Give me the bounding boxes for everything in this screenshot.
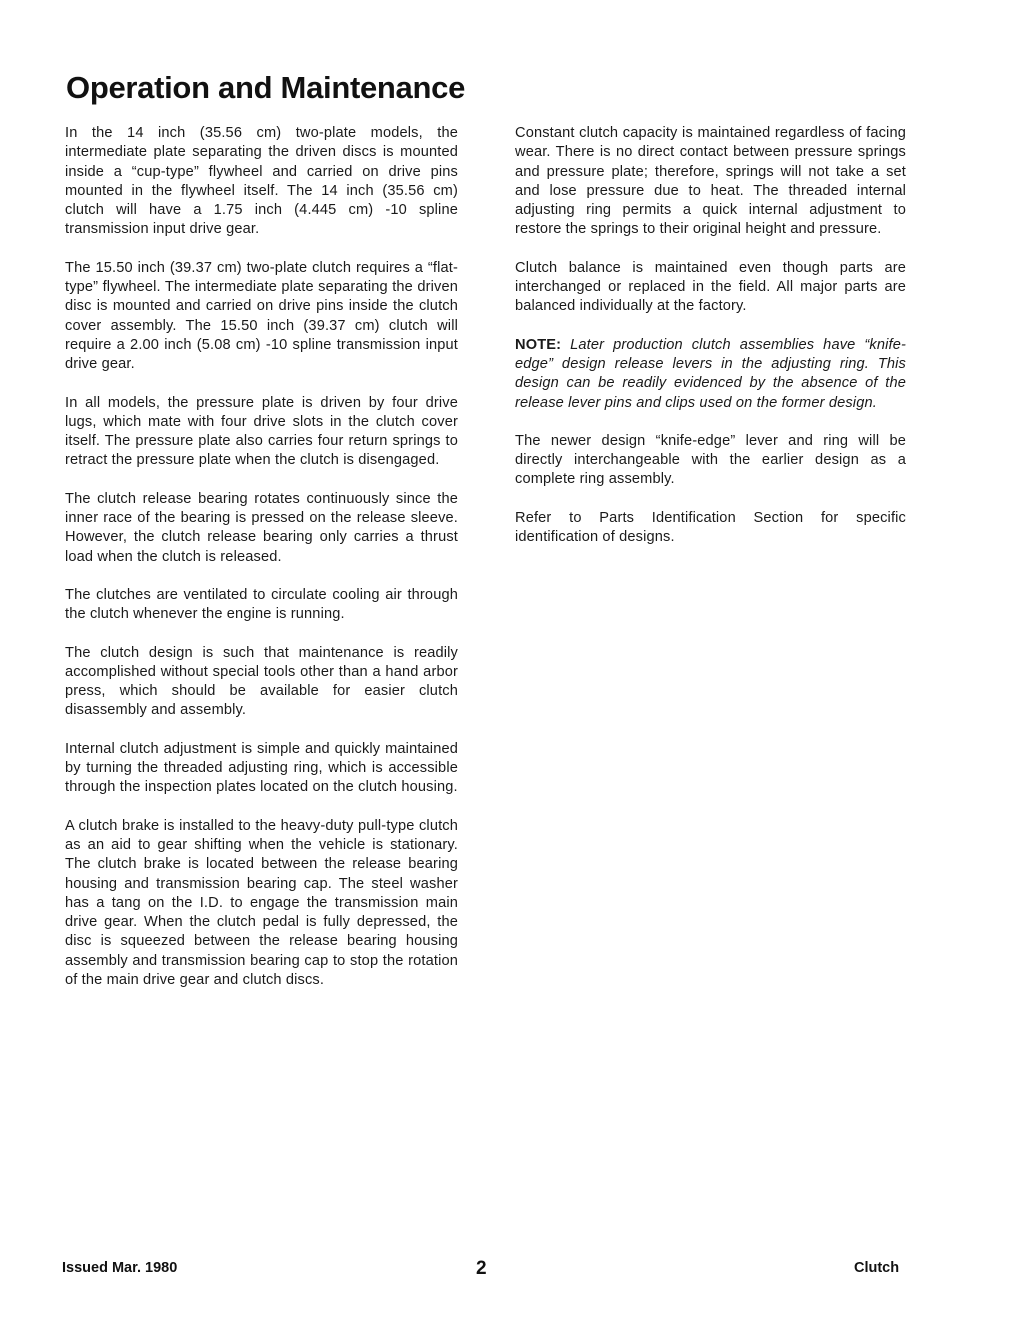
- footer-page-number: 2: [476, 1258, 487, 1279]
- paragraph-clutch-balance: Clutch balance is maintained even though parts are interchanged or replaced in the field. All major parts are balanced individually at the factory.: [515, 259, 906, 315]
- left-column: [65, 124, 458, 1009]
- paragraph-ventilation: The clutches are ventilated to circulate cooling air through the clutch whenever the engine is running.: [65, 586, 458, 623]
- footer-section-name: Clutch: [854, 1260, 900, 1276]
- footer-issued-date: Issued Mar. 1980: [62, 1260, 178, 1276]
- right-column: [515, 124, 906, 566]
- paragraph-knife-edge-interchange: The newer design “knife-edge” lever and ring will be directly interchangeable with the earlier design as a complete ring assembly.: [515, 432, 906, 488]
- page-title: Operation and Maintenance: [66, 70, 466, 105]
- paragraph-internal-adjustment: Internal clutch adjustment is simple and quickly maintained by turning the threaded adjusting ring, which is accessible through the inspection plates located on the clutch housing.: [65, 740, 458, 796]
- paragraph-two-plate-15-inch: The 15.50 inch (39.37 cm) two-plate clutch requires a “flat-type” flywheel. The intermediate plate separating the driven disc is mounted and carried on drive pins inside the clutch cover assembly. The 15.50 inch (39.37 cm) clutch will require a 2.00 inch (5.08 cm) -10 spline transmission input drive gear.: [65, 259, 458, 373]
- paragraph-two-plate-14-inch: In the 14 inch (35.56 cm) two-plate models, the intermediate plate separating the driven discs is mounted inside a “cup-type” flywheel and carried on drive pins mounted in the flywheel itself. The 14 inch (35.56 cm) clutch will have a 1.75 inch (4.445 cm) -10 spline transmission input drive gear.: [65, 125, 458, 238]
- paragraph-constant-capacity: Constant clutch capacity is maintained regardless of facing wear. There is no direct contact between pressure springs and pressure plate; therefore, springs will not take a set and lose pressure due to heat. The threaded internal adjusting ring permits a quick internal adjustment to restore the springs to their original height and pressure.: [515, 125, 906, 238]
- paragraph-release-bearing: The clutch release bearing rotates continuously since the inner race of the bearing is pressed on the release sleeve. However, the clutch release bearing only carries a thrust load when the clutch is released.: [65, 490, 458, 565]
- paragraph-maintenance: The clutch design is such that maintenance is readily accomplished without special tools other than a hand arbor press, which should be available for easier clutch disassembly and assembly.: [65, 644, 458, 719]
- paragraph-parts-reference: Refer to Parts Identification Section for specific identification of designs.: [515, 509, 906, 546]
- paragraph-clutch-brake: A clutch brake is installed to the heavy-duty pull-type clutch as an aid to gear shifting when the vehicle is stationary. The clutch brake is located between the release bearing housing and transmission bearing cap. The steel washer has a tang on the I.D. to engage the transmission main drive gear. When the clutch pedal is fully depressed, the disc is squeezed between the release bearing housing assembly and transmission bearing cap to stop the rotation of the main drive gear and clutch discs.: [65, 817, 458, 988]
- note-text: Later production clutch assemblies have “knife-edge” design release levers in the adjusting ring. This design can be readily evidenced by the absence of the release lever pins and clips used on the former design.: [515, 336, 906, 411]
- note-block: [515, 336, 906, 413]
- note-label: NOTE:: [515, 336, 562, 353]
- paragraph-pressure-plate-drive: In all models, the pressure plate is driven by four drive lugs, which mate with four drive slots in the clutch cover itself. The pressure plate also carries four return springs to retract the pressure plate when the clutch is disengaged.: [65, 394, 458, 469]
